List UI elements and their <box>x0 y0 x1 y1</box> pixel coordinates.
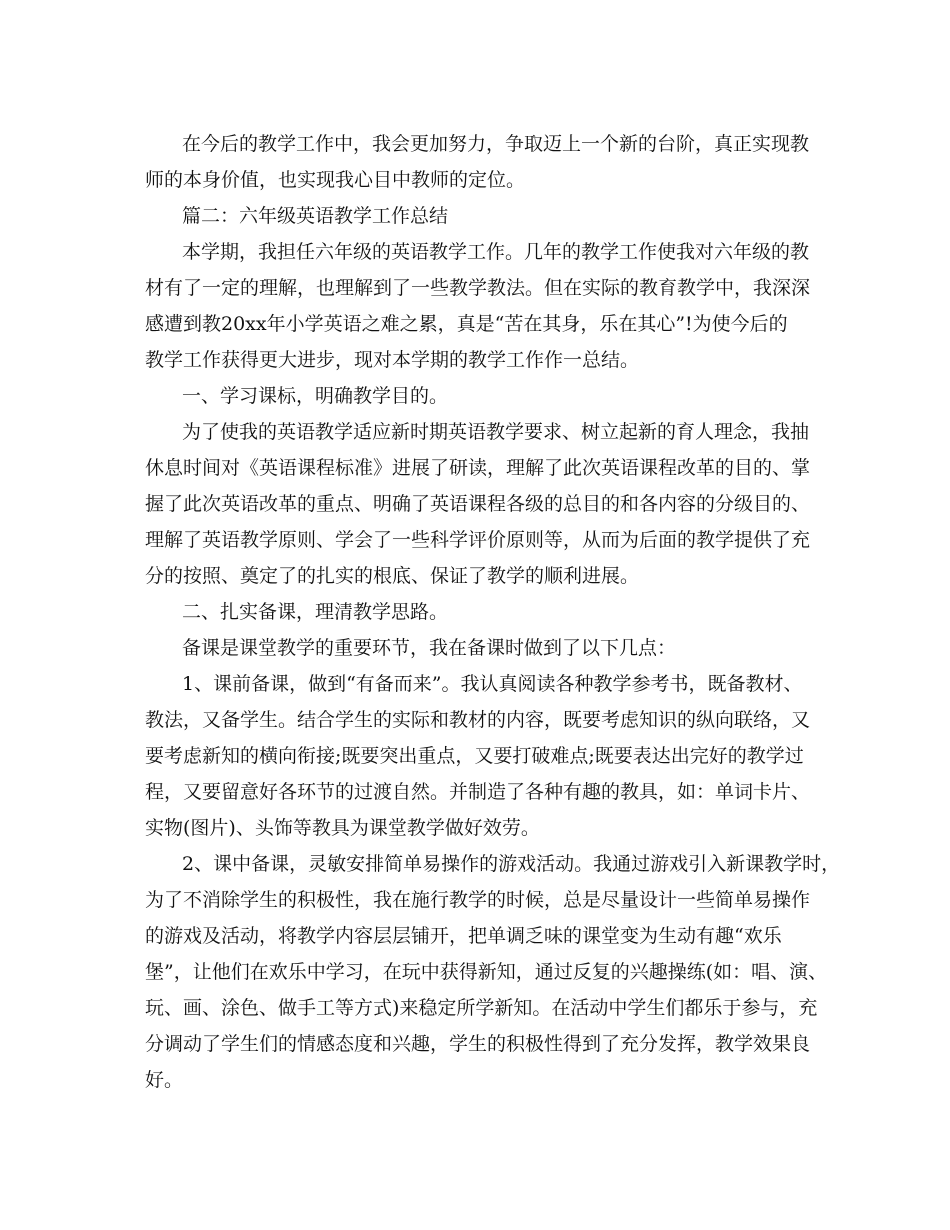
subheading: 二、扎实备课，理清教学思路。 <box>182 601 449 623</box>
paragraph-line: 教法，又备学生。结合学生的实际和教材的内容，既要考虑知识的纵向联络，又 <box>145 709 811 731</box>
paragraph-line: 休息时间对《英语课程标准》进展了研读，理解了此次英语课程改革的目的、掌 <box>145 457 811 479</box>
paragraph-line: 教学工作获得更大进步，现对本学期的教学工作作一总结。 <box>145 349 640 371</box>
section-heading: 篇二：六年级英语教学工作总结 <box>182 205 449 227</box>
paragraph-line: 为了不消除学生的积极性，我在施行教学的时候，总是尽量设计一些简单易操作 <box>145 889 811 911</box>
paragraph-line: 师的本身价值，也实现我心目中教师的定位。 <box>145 169 526 191</box>
paragraph-line: 分调动了学生们的情感态度和兴趣，学生的积极性得到了充分发挥，教学效果良 <box>145 1033 811 1055</box>
paragraph-line: 1、课前备课，做到“有备而来”。我认真阅读各种教学参考书，既备教材、 <box>182 673 803 695</box>
paragraph-line: 2、课中备课，灵敏安排简单易操作的游戏活动。我通过游戏引入新课教学时， <box>182 853 841 875</box>
paragraph-line: 本学期，我担任六年级的英语教学工作。几年的教学工作使我对六年级的教 <box>182 241 810 263</box>
paragraph-line: 分的按照、奠定了的扎实的根底、保证了教学的顺利进展。 <box>145 565 640 587</box>
paragraph-line: 的游戏及活动，将教学内容层层铺开，把单调乏味的课堂变为生动有趣“欢乐 <box>145 925 782 947</box>
paragraph-line: 好。 <box>145 1069 184 1091</box>
subheading: 一、学习课标，明确教学目的。 <box>182 385 449 407</box>
paragraph-line: 备课是课堂教学的重要环节，我在备课时做到了以下几点： <box>182 637 677 659</box>
paragraph-line: 程，又要留意好各环节的过渡自然。并制造了各种有趣的教具，如：单词卡片、 <box>145 781 811 803</box>
paragraph-line: 堡”，让他们在欢乐中学习，在玩中获得新知，通过反复的兴趣操练(如：唱、演、 <box>145 961 828 983</box>
paragraph-line: 材有了一定的理解，也理解到了一些教学教法。但在实际的教育教学中，我深深 <box>145 277 811 299</box>
paragraph-line: 玩、画、涂色、做手工等方式)来稳定所学新知。在活动中学生们都乐于参与，充 <box>145 997 818 1019</box>
paragraph-line: 在今后的教学工作中，我会更加努力，争取迈上一个新的台阶，真正实现教 <box>182 133 810 155</box>
paragraph-line: 理解了英语教学原则、学会了一些科学评价原则等，从而为后面的教学提供了充 <box>145 529 811 551</box>
paragraph-line: 为了使我的英语教学适应新时期英语教学要求、树立起新的育人理念，我抽 <box>182 421 810 443</box>
paragraph-line: 感遭到教20xx年小学英语之难之累，真是“苦在其身，乐在其心”!为使今后的 <box>145 313 788 335</box>
paragraph-line: 实物(图片)、头饰等教具为课堂教学做好效劳。 <box>145 817 540 839</box>
paragraph-line: 握了此次英语改革的重点、明确了英语课程各级的总目的和各内容的分级目的、 <box>145 493 811 515</box>
paragraph-line: 要考虑新知的横向衔接;既要突出重点，又要打破难点;既要表达出完好的教学过 <box>145 745 804 767</box>
